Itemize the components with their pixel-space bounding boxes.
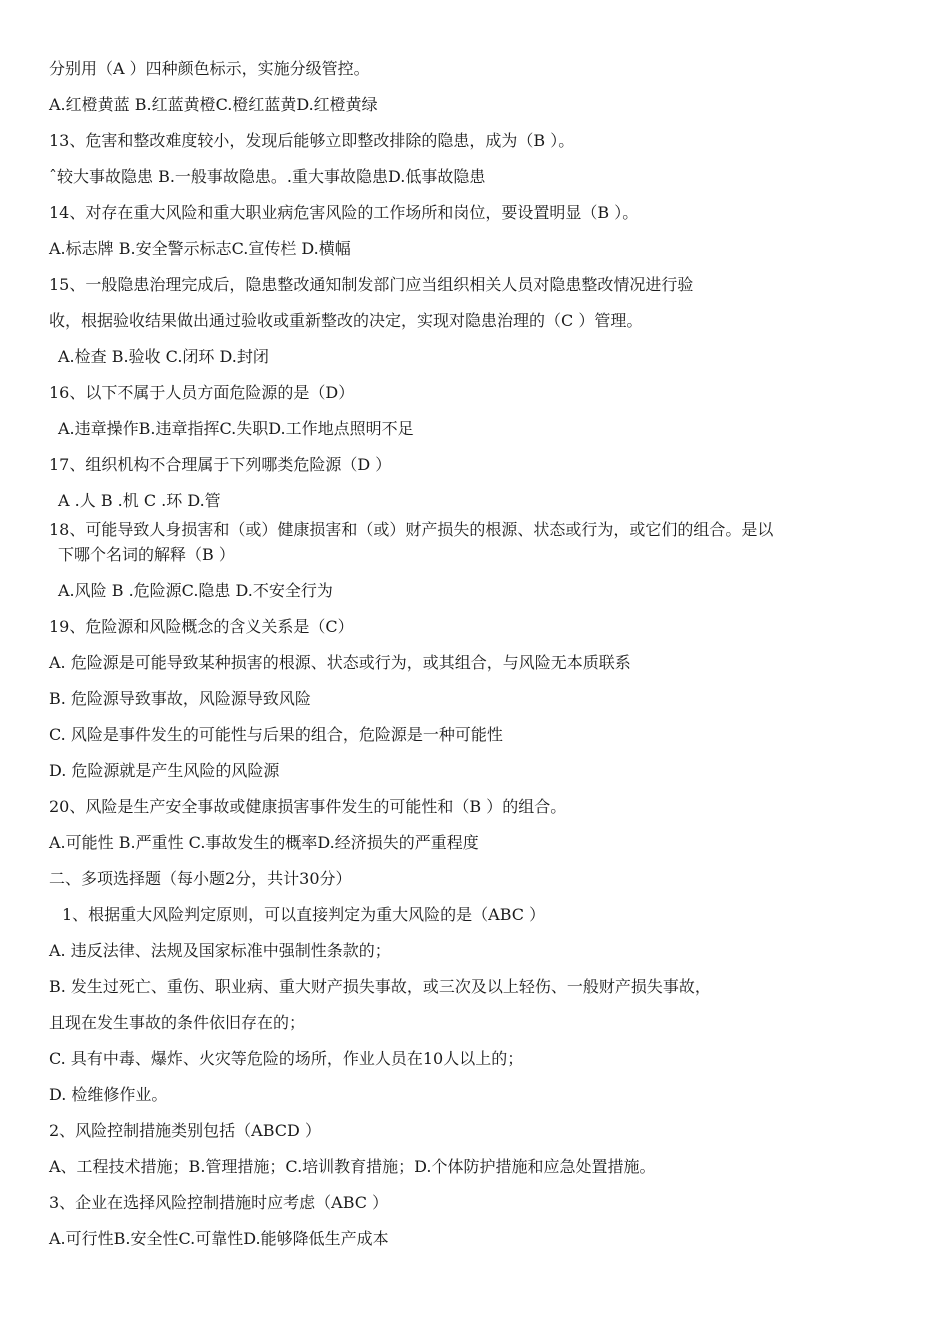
- text-line: 14、对存在重大风险和重大职业病危害风险的工作场所和岗位，要设置明显（B ）。: [49, 203, 639, 222]
- text-line: 13、危害和整改难度较小，发现后能够立即整改排除的隐患，成为（B ）。: [49, 131, 575, 150]
- text-line: A .人 B .机 C .环 D.管: [58, 491, 221, 510]
- text-line: A、工程技术措施；B.管理措施；C.培训教育措施；D.个体防护措施和应急处置措施。: [49, 1157, 656, 1176]
- text-line: A.检查 B.验收 C.闭环 D.封闭: [58, 347, 269, 366]
- text-line: A.可能性 B.严重性 C.事故发生的概率D.经济损失的严重程度: [49, 833, 479, 852]
- text-line: 分别用（A ）四种颜色标示，实施分级管控。: [49, 59, 370, 78]
- text-line: A.违章操作B.违章指挥C.失职D.工作地点照明不足: [58, 419, 414, 438]
- text-line: B. 危险源导致事故，风险源导致风险: [49, 689, 311, 708]
- text-line: 18、可能导致人身损害和（或）健康损害和（或）财产损失的根源、状态或行为，或它们的组合。是以: [49, 520, 774, 539]
- text-line: D. 检维修作业。: [49, 1085, 168, 1104]
- text-line: 19、危险源和风险概念的含义关系是（C）: [49, 617, 354, 636]
- text-line: ˆ较大事故隐患 B.一般事故隐患。.重大事故隐患D.低事故隐患: [49, 167, 486, 186]
- text-line: A.标志牌 B.安全警示标志C.宣传栏 D.横幅: [49, 239, 351, 258]
- text-line: C. 具有中毒、爆炸、火灾等危险的场所，作业人员在10人以上的；: [49, 1049, 524, 1068]
- text-line: B. 发生过死亡、重伤、职业病、重大财产损失事故，或三次及以上轻伤、一般财产损失事故，: [49, 977, 711, 996]
- text-line: D. 危险源就是产生风险的风险源: [49, 761, 280, 780]
- text-line: 15、一般隐患治理完成后，隐患整改通知制发部门应当组织相关人员对隐患整改情况进行验: [49, 275, 694, 294]
- text-line: 且现在发生事故的条件依旧存在的；: [49, 1013, 306, 1032]
- text-line: A.可行性B.安全性C.可靠性D.能够降低生产成本: [49, 1229, 389, 1248]
- text-line: 17、组织机构不合理属于下列哪类危险源（D ）: [49, 455, 392, 474]
- text-line: A. 危险源是可能导致某种损害的根源、状态或行为，或其组合，与风险无本质联系: [49, 653, 631, 672]
- text-line: 3、企业在选择风险控制措施时应考虑（ABC ）: [49, 1193, 389, 1212]
- text-line: A.红橙黄蓝 B.红蓝黄橙C.橙红蓝黄D.红橙黄绿: [49, 95, 378, 114]
- text-line: 16、以下不属于人员方面危险源的是（D）: [49, 383, 355, 402]
- text-line: 1、根据重大风险判定原则，可以直接判定为重大风险的是（ABC ）: [62, 905, 546, 924]
- text-line: 2、风险控制措施类别包括（ABCD ）: [49, 1121, 321, 1140]
- text-line: 20、风险是生产安全事故或健康损害事件发生的可能性和（B ）的组合。: [49, 797, 567, 816]
- text-line: 收，根据验收结果做出通过验收或重新整改的决定，实现对隐患治理的（C ）管理。: [49, 311, 643, 330]
- text-line: C. 风险是事件发生的可能性与后果的组合，危险源是一种可能性: [49, 725, 503, 744]
- text-line: A. 违反法律、法规及国家标准中强制性条款的；: [49, 941, 391, 960]
- text-line: 下哪个名词的解释（B ）: [58, 545, 235, 564]
- text-line: A.风险 B .危险源C.隐患 D.不安全行为: [58, 581, 333, 600]
- section-heading: 二、多项选择题（每小题2分，共计30分）: [49, 869, 352, 888]
